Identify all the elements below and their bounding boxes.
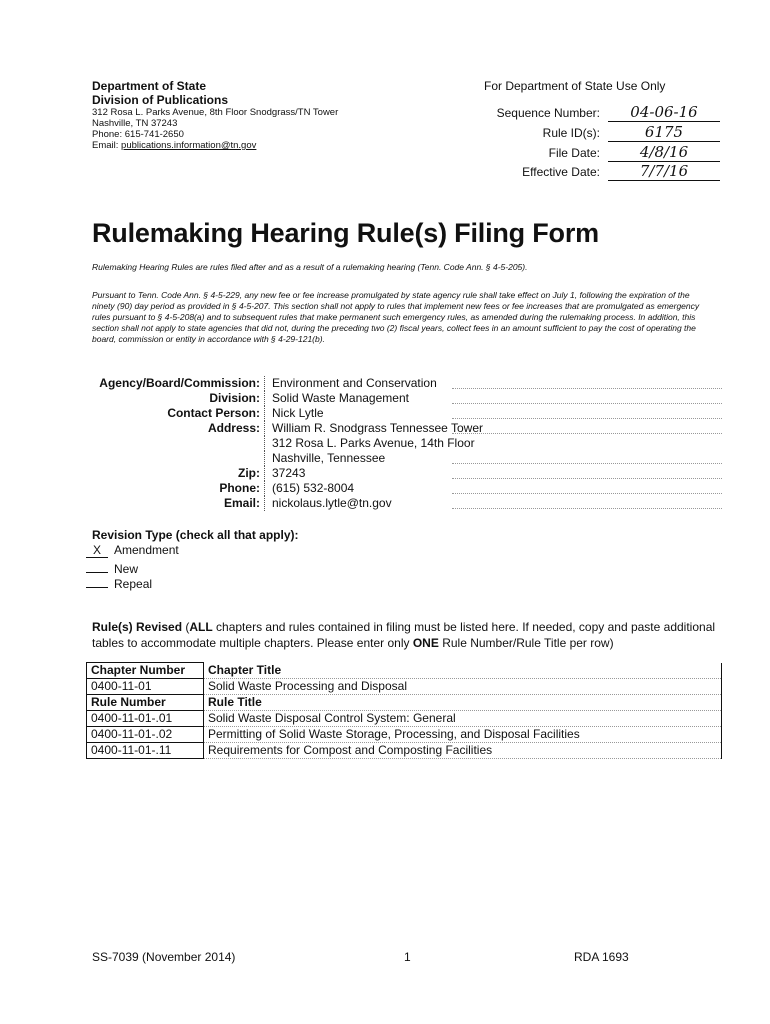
table-row (87, 711, 722, 727)
office-use-title: For Department of State Use Only (484, 79, 666, 93)
rules-table (86, 662, 722, 759)
rule-number-cell[interactable]: 0400-11-01-.11 (87, 743, 204, 759)
rule-title-cell[interactable]: Solid Waste Disposal Control System: General (204, 711, 722, 727)
phone-label: Phone: (219, 481, 260, 495)
form-id: SS-7039 (November 2014) (92, 950, 236, 964)
rule-id-row (470, 124, 720, 144)
address-row-2 (92, 436, 722, 451)
sequence-number-value: 04-06-16 (608, 104, 720, 122)
division-value[interactable]: Solid Waste Management (272, 391, 409, 405)
rule-number-header: Rule Number (87, 695, 204, 711)
address-value-3[interactable]: Nashville, Tennessee (272, 451, 386, 465)
rule-number-cell[interactable]: 0400-11-01-.01 (87, 711, 204, 727)
rule-id-label: Rule ID(s): (542, 126, 600, 140)
rule-title-cell[interactable]: Permitting of Solid Waste Storage, Processing, and Disposal Facilities (204, 727, 722, 743)
agency-row (92, 376, 722, 391)
revision-option-label: New (114, 562, 139, 576)
table-row (87, 695, 722, 711)
email-label: Email: (92, 140, 122, 151)
zip-value[interactable]: 37243 (272, 466, 306, 480)
table-row (87, 743, 722, 759)
rule-id-value: 6175 (608, 124, 720, 142)
separator (264, 496, 266, 511)
sequence-number-label: Sequence Number: (496, 106, 600, 120)
contact-label: Contact Person: (167, 406, 260, 420)
separator (264, 481, 266, 496)
rules-revised-heading: Rule(s) Revised (92, 620, 183, 634)
dots (452, 433, 722, 434)
email-row (92, 496, 722, 511)
address-label: Address: (207, 421, 260, 435)
address-row-3 (92, 451, 722, 466)
chapter-title-header: Chapter Title (204, 663, 722, 679)
page-number: 1 (404, 950, 411, 964)
intro-text-c: Rule Number/Rule Title per row) (438, 636, 614, 650)
rule-title-header: Rule Title (204, 695, 722, 711)
office-email-link[interactable]: publications.information@tn.gov (121, 140, 257, 151)
separator (264, 451, 266, 466)
intro-one: ONE (412, 636, 439, 650)
file-date-value: 4/8/16 (608, 144, 720, 162)
rules-revised-intro (92, 619, 722, 651)
effective-date-value: 7/7/16 (608, 163, 720, 181)
address-row-1 (92, 421, 722, 436)
division-name: Division of Publications (92, 93, 229, 107)
revision-type-title: Revision Type (check all that apply): (92, 528, 299, 542)
revision-checkbox[interactable] (86, 558, 108, 573)
dept-name: Department of State (92, 79, 207, 93)
revision-checkbox[interactable]: X (86, 543, 108, 558)
table-row (87, 679, 722, 695)
dots (452, 478, 722, 479)
separator (264, 421, 266, 436)
effective-date-label: Effective Date: (522, 165, 600, 179)
rda-number: RDA 1693 (574, 950, 629, 964)
file-date-label: File Date: (548, 146, 600, 160)
zip-label: Zip: (238, 466, 260, 480)
office-phone: Phone: 615-741-2650 (92, 129, 184, 140)
separator (264, 406, 266, 421)
agency-value[interactable]: Environment and Conservation (272, 376, 437, 390)
separator (264, 436, 266, 451)
office-city: Nashville, TN 37243 (92, 118, 178, 129)
table-row (87, 727, 722, 743)
contact-row (92, 406, 722, 421)
revision-option-amendment[interactable] (86, 543, 179, 558)
dots (452, 493, 722, 494)
office-email-line (92, 140, 338, 151)
revision-checkbox[interactable] (86, 573, 108, 588)
form-title: Rulemaking Hearing Rule(s) Filing Form (92, 218, 599, 248)
email-label: Email: (223, 496, 260, 510)
dots (452, 418, 722, 419)
phone-row (92, 481, 722, 496)
address-value-2[interactable]: 312 Rosa L. Parks Avenue, 14th Floor (272, 436, 475, 450)
chapter-title-cell[interactable]: Solid Waste Processing and Disposal (204, 679, 722, 695)
dots (452, 403, 722, 404)
division-label: Division: (209, 391, 260, 405)
dots (452, 463, 722, 464)
intro-text-a: ( (182, 620, 190, 634)
fee-paragraph: Pursuant to Tenn. Code Ann. § 4-5-229, any new fee or fee increase promulgated by state agency rule shall take effect on July 1, following the expiration of the ninety (90) day period as provided in § 4-5-207. This section shall not apply to rules that implement new fees or fee increases that are promulgated as emergency rules pursuant to § 4-5-208(a) and to subsequent rules that make permanent such emergency rules, as amended during the rulemaking process. In addition, this section shall not apply to state agencies that did not, during the preceding two (2) fiscal years, collect fees in an amount sufficient to pay the cost of operating the board, commission or entity in accordance with § 4-29-121(b). (92, 290, 700, 344)
intro-all: ALL (189, 620, 213, 634)
revision-option-repeal[interactable] (86, 573, 152, 591)
office-address: 312 Rosa L. Parks Avenue, 8th Floor Snodgrass/TN Tower (92, 107, 339, 118)
email-value[interactable]: nickolaus.lytle@tn.gov (272, 496, 392, 510)
rule-title-cell[interactable]: Requirements for Compost and Composting Facilities (204, 743, 722, 759)
separator (264, 376, 266, 391)
zip-row (92, 466, 722, 481)
sequence-number-row (470, 104, 720, 124)
separator (264, 391, 266, 406)
address-value-1[interactable]: William R. Snodgrass Tennessee Tower (272, 421, 483, 435)
chapter-number-header: Chapter Number (87, 663, 204, 679)
form-subtitle: Rulemaking Hearing Rules are rules filed after and as a result of a rulemaking hearing (Tenn. Code Ann. § 4-5-205). (92, 262, 528, 272)
division-row (92, 391, 722, 406)
file-date-row (470, 144, 720, 164)
publications-header (92, 79, 338, 151)
phone-value[interactable]: (615) 532-8004 (272, 481, 355, 495)
revision-option-label: Repeal (114, 577, 153, 591)
effective-date-row (470, 163, 720, 183)
table-row (87, 663, 722, 679)
chapter-number-cell[interactable]: 0400-11-01 (87, 679, 204, 695)
agency-label: Agency/Board/Commission: (99, 376, 260, 390)
revision-option-label: Amendment (114, 543, 179, 557)
contact-value[interactable]: Nick Lytle (272, 406, 324, 420)
separator (264, 466, 266, 481)
dots (452, 388, 722, 389)
dots (452, 508, 722, 509)
intro-text-b: chapters and rules contained in filing must be listed here. If needed, copy and paste additional tables to accommodate multiple chapters. Please enter only (92, 620, 716, 650)
rule-number-cell[interactable]: 0400-11-01-.02 (87, 727, 204, 743)
